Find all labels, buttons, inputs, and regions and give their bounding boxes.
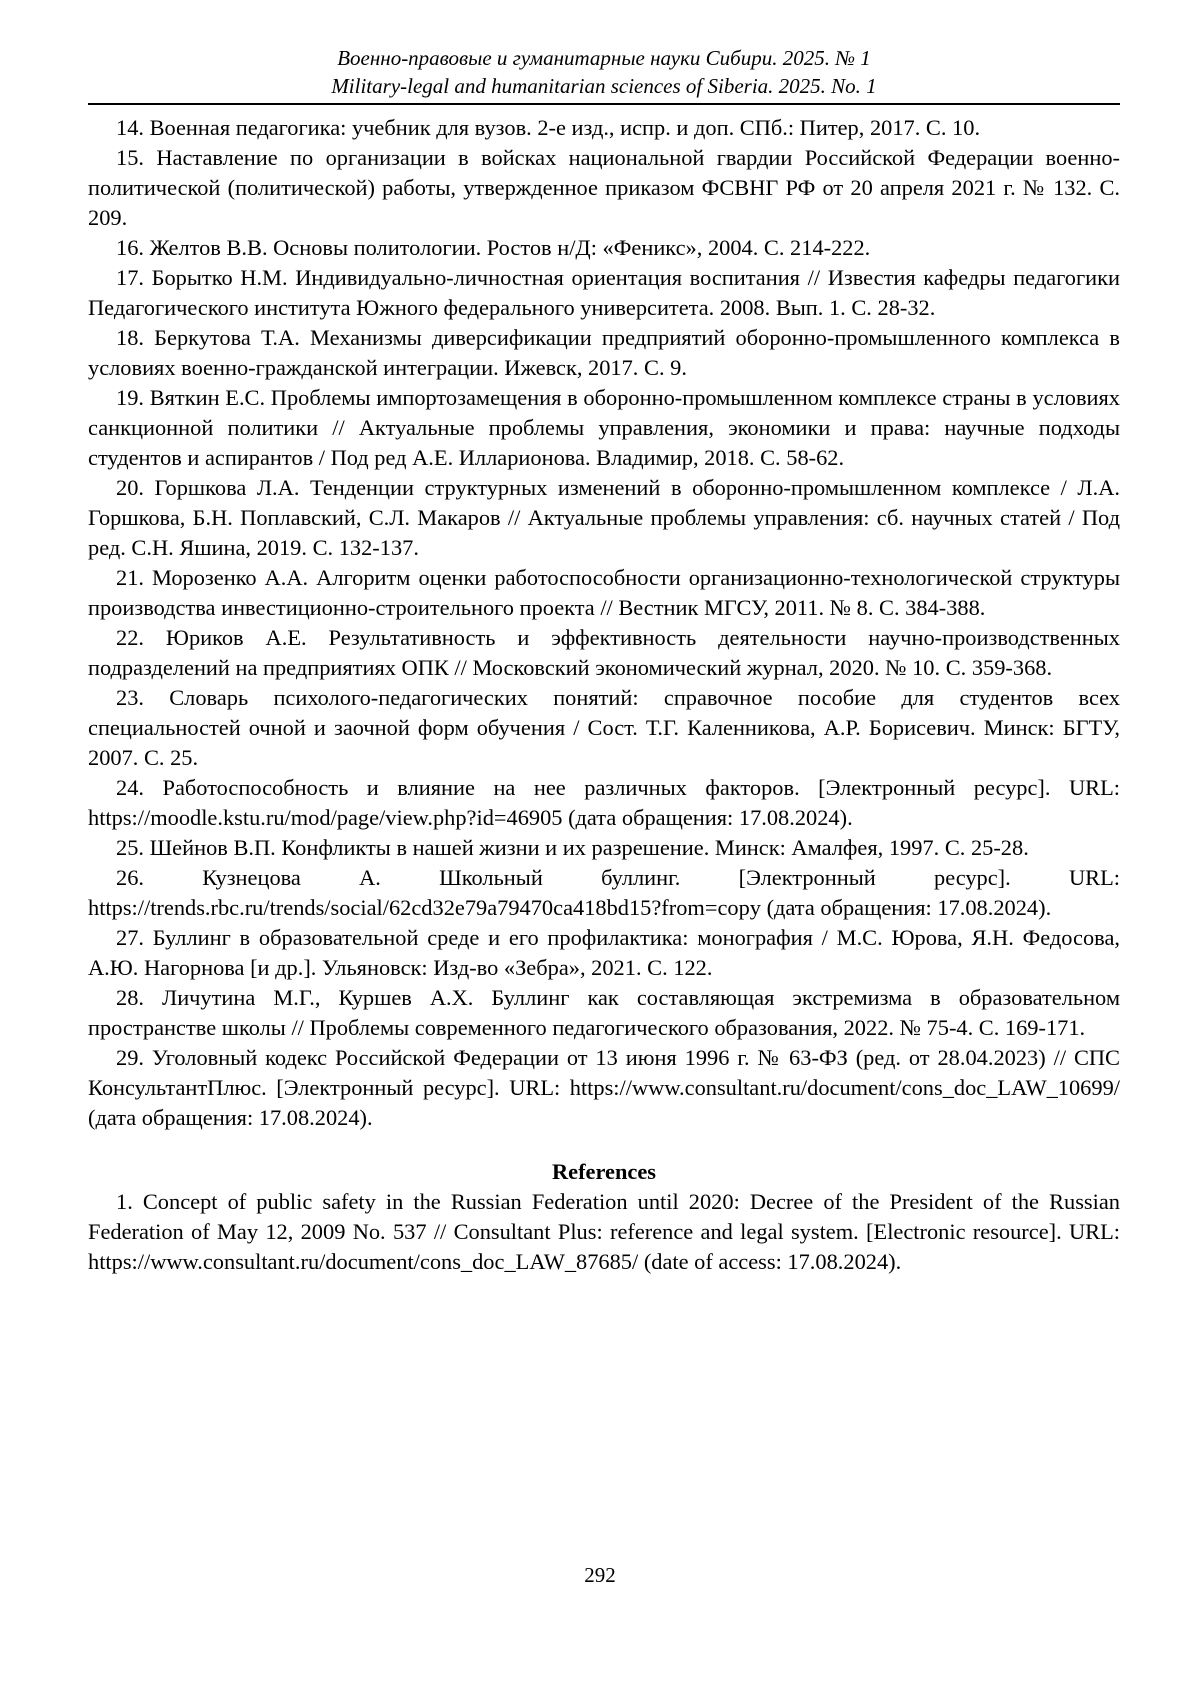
reference-item: 29. Уголовный кодекс Российской Федерации от 13 июня 1996 г. № 63-ФЗ (ред. от 28.04.2023) // СПС КонсультантПлюс. [Электронный ресурс]. URL: https://www.consultant.ru/document/cons_doc_LAW_10699/ (дата обращения: 17.08.2024). [88,1045,1120,1130]
reference-item: 15. Наставление по организации в войсках национальной гвардии Российской Федерации военно-политической (политической) работы, утвержденное приказом ФСВНГ РФ от 20 апреля 2021 г. № 132. С. 209. [88,145,1120,230]
references-heading: References [551,1159,657,1184]
reference-item: 18. Беркутова Т.А. Механизмы диверсификации предприятий оборонно-промышленного комплекса в условиях военно-гражданской интеграции. Ижевск, 2017. С. 9. [88,325,1120,380]
reference-item: 23. Словарь психолого-педагогических понятий: справочное пособие для студентов всех специальностей очной и заочной форм обучения / Сост. Т.Г. Каленникова, А.Р. Борисевич. Минск: БГТУ, 2007. С. 25. [88,685,1120,770]
reference-item: 19. Вяткин Е.С. Проблемы импортозамещения в оборонно-промышленном комплексе страны в условиях санкционной политики // Актуальные проблемы управления, экономики и права: научные подходы студентов и аспирантов / Под ред А.Е. Илларионова. Владимир, 2018. С. 58-62. [88,385,1120,470]
reference-item: 26. Кузнецова А. Школьный буллинг. [Электронный ресурс]. URL: https://trends.rbc.ru/trends/social/62cd32e79a79470ca418bd15?from=copy (дата обращения: 17.08.2024). [88,865,1120,920]
reference-item: 24. Работоспособность и влияние на нее различных факторов. [Электронный ресурс]. URL: https://moodle.kstu.ru/mod/page/view.php?id=46905 (дата обращения: 17.08.2024). [88,775,1120,830]
reference-item: 22. Юриков А.Е. Результативность и эффективность деятельности научно-производственных подразделений на предприятиях ОПК // Московский экономический журнал, 2020. № 10. С. 359-368. [88,625,1120,680]
journal-page [88,44,1120,1277]
page-number: 292 [584,1563,616,1587]
header-line-ru: Военно-правовые и гуманитарные науки Сибири. 2025. № 1 [337,46,871,70]
running-header [88,44,1120,100]
reference-item: 1. Concept of public safety in the Russian Federation until 2020: Decree of the President of the Russian Federation of May 12, 2009 No. 537 // Consultant Plus: reference and legal system. [Electronic resource]. URL: https://www.consultant.ru/document/cons_doc_LAW_87685/ (date of access: 17.08.2024). [88,1189,1120,1274]
reference-item: 21. Морозенко А.А. Алгоритм оценки работоспособности организационно-технологической структуры производства инвестиционно-строительного проекта // Вестник МГСУ, 2011. № 8. С. 384-388. [88,565,1120,620]
reference-list-en [88,1187,1120,1277]
reference-item: 27. Буллинг в образовательной среде и его профилактика: монография / М.С. Юрова, Я.Н. Федосова, А.Ю. Нагорнова [и др.]. Ульяновск: Изд-во «Зебра», 2021. С. 122. [88,925,1120,980]
header-line-en: Military-legal and humanitarian sciences of Siberia. 2025. No. 1 [331,74,877,98]
header-divider [88,103,1120,105]
reference-item: 20. Горшкова Л.А. Тенденции структурных изменений в оборонно-промышленном комплексе / Л.А. Горшкова, Б.Н. Поплавский, С.Л. Макаров // Актуальные проблемы управления: сб. научных статей / Под ред. С.Н. Яшина, 2019. С. 132-137. [88,475,1120,560]
reference-list-ru [88,113,1120,1133]
reference-item: 25. Шейнов В.П. Конфликты в нашей жизни и их разрешение. Минск: Амалфея, 1997. С. 25-28. [116,835,1029,860]
reference-item: 17. Борытко Н.М. Индивидуально-личностная ориентация воспитания // Известия кафедры педагогики Педагогического института Южного федерального университета. 2008. Вып. 1. С. 28-32. [88,265,1120,320]
reference-item: 28. Личутина М.Г., Куршев А.Х. Буллинг как составляющая экстремизма в образовательном пространстве школы // Проблемы современного педагогического образования, 2022. № 75-4. С. 169-171. [88,985,1120,1040]
reference-item: 14. Военная педагогика: учебник для вузов. 2-е изд., испр. и доп. СПб.: Питер, 2017. С. 10. [116,115,981,140]
reference-item: 16. Желтов В.В. Основы политологии. Ростов н/Д: «Феникс», 2004. С. 214-222. [116,235,871,260]
